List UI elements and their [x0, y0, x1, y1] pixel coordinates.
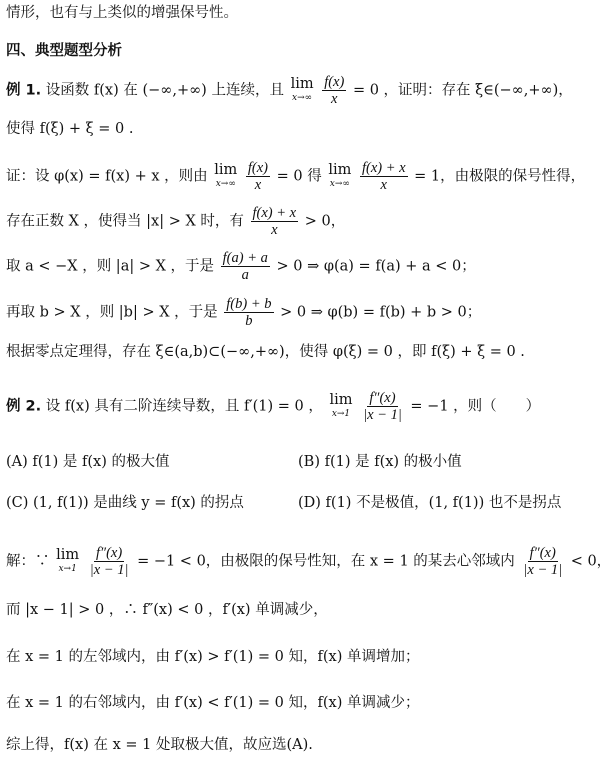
- lim-sub: x→1: [331, 408, 351, 419]
- frac-num: f(b) + b: [226, 296, 272, 312]
- sol1-fraction: [88, 545, 131, 578]
- ex2-solution-2: 而 |x − 1| > 0 ，∴ f″(x) < 0 ，f′(x) 单调减少，: [6, 602, 328, 618]
- lim-word: lim: [290, 75, 314, 92]
- sol1-limit: [56, 548, 79, 576]
- ex1-proof5: 根据零点定理得，存在 ξ∈(a,b)⊂(−∞,+∞)，使得 φ(ξ) = 0 ，即 f(ξ) + ξ = 0 .: [6, 344, 525, 360]
- option-a: (A) f(1) 是 f(x) 的极大值: [6, 454, 170, 470]
- frac-num: f″(x): [369, 390, 396, 406]
- lim-word: lim: [56, 546, 80, 563]
- proof1-mid: = 0 得: [276, 168, 322, 185]
- ex1-limit: [291, 77, 314, 105]
- frac-den: |x − 1|: [523, 562, 563, 578]
- sol1-a: 解：∵: [6, 553, 50, 570]
- frac-den: a: [241, 267, 249, 283]
- proof3-a: 取 a < −X ，则 |a| > X ，于是: [6, 258, 215, 275]
- section-title: 四、典型题型分析: [6, 43, 122, 59]
- ex1-line2: 使得 f(ξ) + ξ = 0 .: [6, 121, 134, 137]
- ex2-options-row-1: [6, 451, 594, 473]
- lim-word: lim: [328, 161, 352, 178]
- frac-num: f(x) + x: [252, 205, 297, 221]
- ex1-proof2: [6, 205, 594, 238]
- lim-sub: x→∞: [292, 92, 313, 103]
- ex2-stmt-a: 设 f(x) 具有二阶连续导数，且 f′(1) = 0 ，: [45, 398, 323, 415]
- frac-num: f(x): [324, 74, 345, 90]
- lim-sub: x→∞: [329, 178, 350, 189]
- ex1-statement: [6, 74, 594, 107]
- frac-den: x: [331, 91, 338, 107]
- frac-num: f(x) + x: [361, 160, 406, 176]
- ex2-solution-4: 在 x = 1 的右邻域内，由 f′(x) < f′(1) = 0 知，f(x) 单调减少；: [6, 695, 420, 711]
- proof4-a: 再取 b > X ，则 |b| > X ，于是: [6, 304, 218, 321]
- frac-num: f(x): [247, 160, 269, 176]
- ex1-proof4: [6, 296, 594, 329]
- frac-den: x: [254, 177, 262, 193]
- ex1-stmt-a: 设函数 f(x) 在 (−∞,+∞) 上连续，且: [45, 82, 284, 99]
- proof2-a: 存在正数 X ，使得当 |x| > X 时，有: [6, 213, 244, 230]
- frac-den: |x − 1|: [363, 407, 402, 423]
- lim-sub: x→∞: [215, 178, 236, 189]
- ex1-label: 例 1.: [6, 82, 42, 99]
- proof1-limit-2: [328, 163, 351, 191]
- intro-text: 情形，也有与上类似的增强保号性。: [6, 5, 238, 21]
- lim-word: lim: [214, 161, 238, 178]
- ex2-solution-1: [6, 545, 611, 578]
- proof1-b: = 1，由极限的保号性得，: [414, 168, 586, 185]
- proof3-fraction: [221, 250, 270, 283]
- proof1-a: 证：设 φ(x) = f(x) + x ，则由: [6, 168, 208, 185]
- ex2-options-row-2: [6, 492, 594, 514]
- proof3-b: > 0 ⇒ φ(a) = f(a) + a < 0；: [276, 258, 476, 275]
- ex2-fraction: [361, 390, 404, 423]
- proof1-fraction-2: [360, 160, 408, 193]
- proof2-b: > 0，: [304, 213, 346, 230]
- proof1-fraction: [246, 160, 270, 193]
- option-d: (D) f(1) 不是极值，(1, f(1)) 也不是拐点: [298, 495, 562, 511]
- ex1-fraction: [322, 74, 346, 107]
- sol1-c: < 0，: [570, 553, 611, 570]
- ex2-solution-3: 在 x = 1 的左邻域内，由 f′(x) > f′(1) = 0 知，f(x) 单调增加；: [6, 649, 420, 665]
- proof2-fraction: [251, 205, 299, 238]
- frac-num: f(a) + a: [222, 250, 268, 266]
- proof4-fraction: [224, 296, 273, 329]
- frac-den: b: [245, 313, 253, 329]
- frac-num: f″(x): [96, 545, 123, 561]
- proof4-b: > 0 ⇒ φ(b) = f(b) + b > 0；: [280, 304, 482, 321]
- frac-num: f″(x): [529, 545, 556, 561]
- ex2-limit: [329, 393, 352, 421]
- proof1-limit: [214, 163, 237, 191]
- ex2-label: 例 2.: [6, 398, 42, 415]
- lim-sub: x→1: [58, 563, 77, 574]
- option-b: (B) f(1) 是 f(x) 的极小值: [298, 454, 462, 470]
- ex2-solution-5: 综上得，f(x) 在 x = 1 处取极大值，故应选(A).: [6, 737, 313, 753]
- option-c: (C) (1, f(1)) 是曲线 y = f(x) 的拐点: [6, 495, 244, 511]
- sol1-b: = −1 < 0，由极限的保号性知，在 x = 1 的某去心邻域内: [137, 553, 515, 570]
- lim-word: lim: [329, 391, 353, 408]
- ex1-proof1: [6, 160, 594, 193]
- frac-den: |x − 1|: [89, 562, 129, 578]
- frac-den: x: [380, 177, 387, 193]
- ex1-stmt-b: = 0 ，证明：存在 ξ∈(−∞,+∞)，: [352, 82, 573, 99]
- ex2-stmt-b: = −1 ，则（ ）: [410, 398, 541, 415]
- frac-den: x: [271, 222, 278, 238]
- ex1-proof3: [6, 250, 594, 283]
- ex2-statement: [6, 390, 594, 423]
- sol1-fraction-2: [521, 545, 564, 578]
